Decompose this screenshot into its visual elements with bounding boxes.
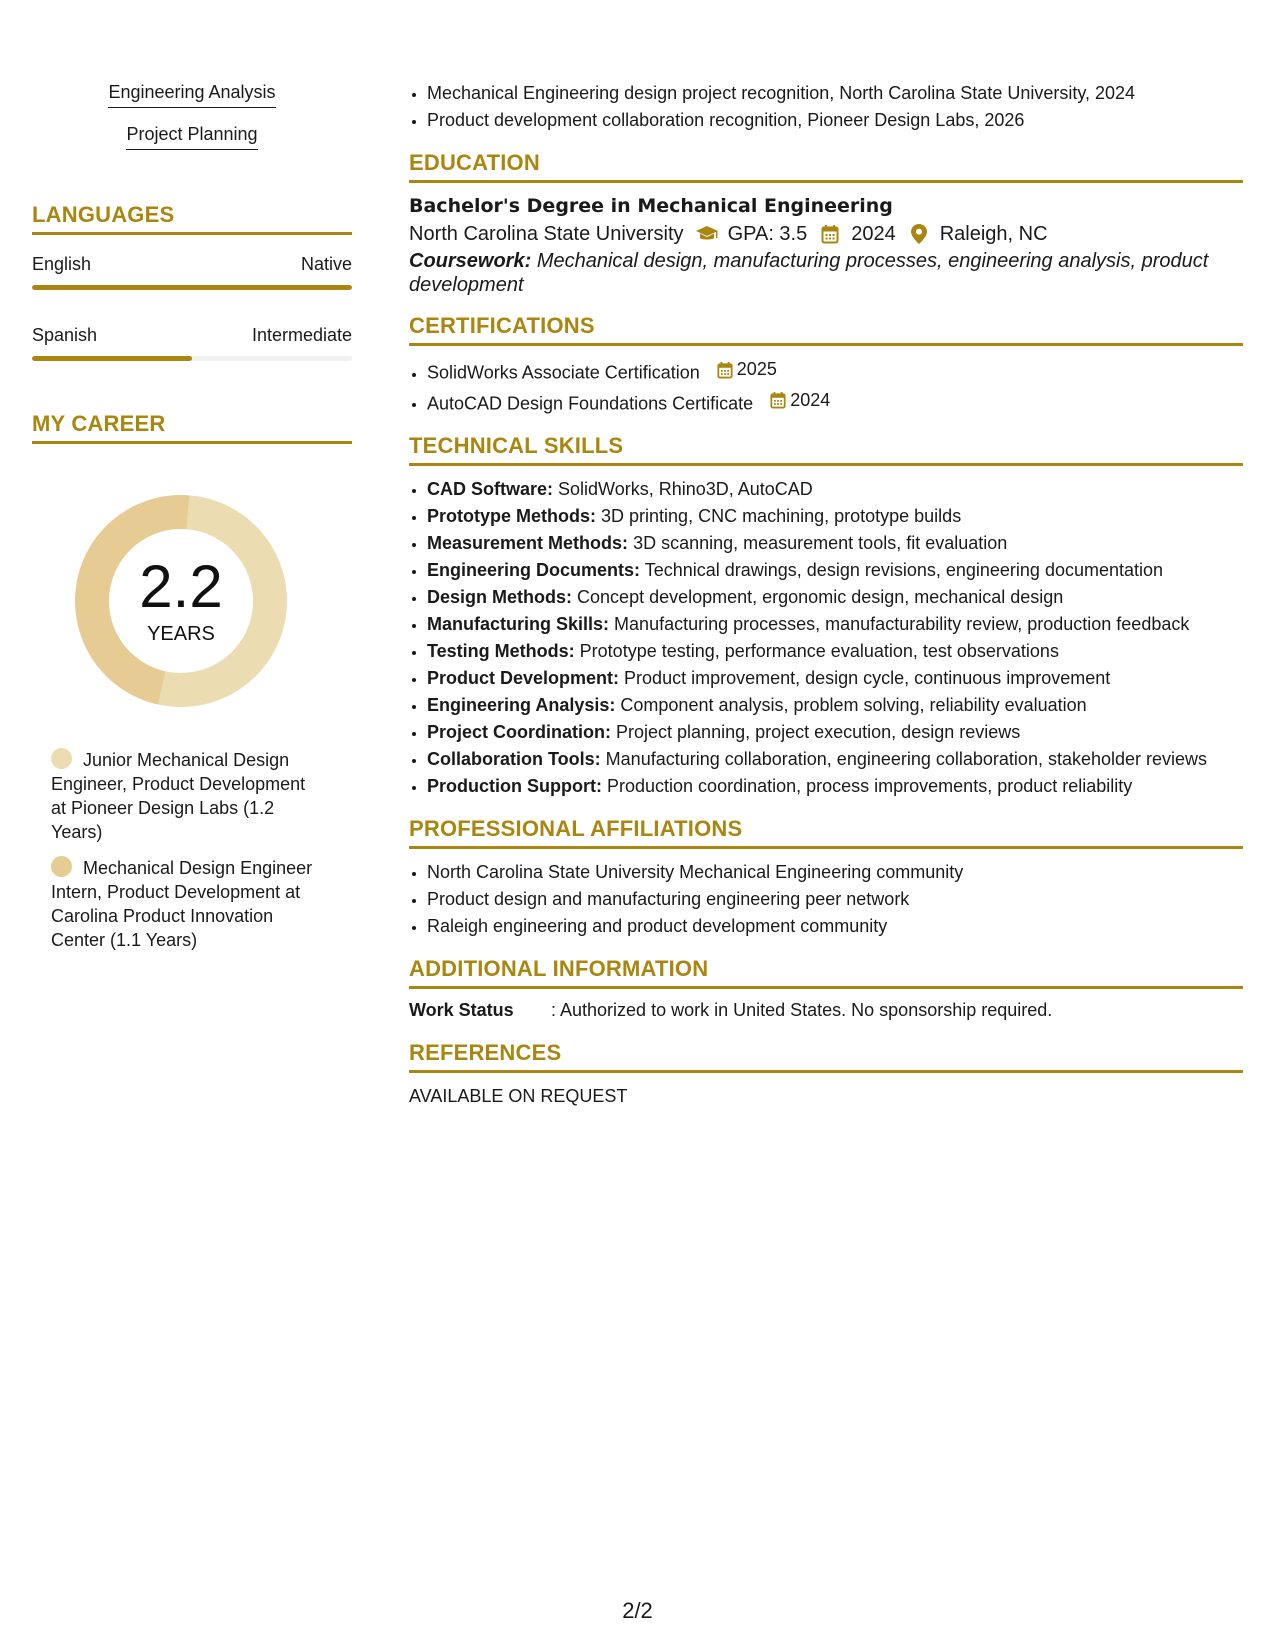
language-name: Spanish — [32, 325, 98, 345]
skill-value: Product improvement, design cycle, continuous improvement — [624, 668, 1111, 688]
language-level: Native — [300, 254, 352, 274]
list-item: • Product design and manufacturing engineering peer network — [427, 886, 1243, 913]
skill-label: Measurement Methods: — [427, 533, 629, 553]
degree-title: Bachelor's Degree in Mechanical Engineering — [409, 195, 893, 217]
skill-tag: Project Planning — [126, 122, 257, 150]
skill-label: Testing Methods: — [427, 641, 575, 661]
coursework-label: Coursework: — [409, 250, 532, 272]
skill-item — [427, 746, 1243, 773]
language-item — [32, 324, 352, 361]
list-item: • Product development collaboration recognition, Pioneer Design Labs, 2026 — [427, 107, 1243, 134]
coursework-text: Mechanical design, manufacturing processes, engineering analysis, product development — [409, 250, 1209, 296]
map-pin-icon — [906, 224, 932, 244]
calendar-icon — [817, 224, 843, 244]
career-dot-icon — [51, 748, 72, 769]
recognitions-list — [409, 80, 1243, 134]
cert-name: AutoCAD Design Foundations Certificate — [427, 393, 754, 413]
technical-skills-heading: TECHNICAL SKILLS — [409, 433, 1243, 466]
references-heading: REFERENCES — [409, 1040, 1243, 1073]
skill-value: 3D printing, CNC machining, prototype builds — [601, 506, 962, 526]
career-total-unit: YEARS — [147, 622, 215, 645]
skill-label: Production Support: — [427, 776, 602, 796]
skill-item — [427, 638, 1243, 665]
page-number: 2/2 — [622, 1598, 653, 1623]
skill-value: 3D scanning, measurement tools, fit evaluation — [633, 533, 1008, 553]
skill-label: Prototype Methods: — [427, 506, 596, 526]
skill-item — [427, 773, 1243, 800]
career-item-label: Mechanical Design Engineer Intern, Product Development at Carolina Product Innovation Center (1.1 Years) — [51, 858, 313, 950]
skill-value: Manufacturing processes, manufacturability review, production feedback — [614, 614, 1190, 634]
references-text: AVAILABLE ON REQUEST — [409, 1086, 628, 1106]
skill-item — [427, 476, 1243, 503]
sidebar — [32, 80, 352, 964]
language-proficiency-bar — [32, 285, 352, 290]
skill-label: Engineering Analysis: — [427, 695, 616, 715]
skill-item — [427, 719, 1243, 746]
career-dot-icon — [51, 856, 72, 877]
skill-item — [427, 503, 1243, 530]
skill-value: Project planning, project execution, design reviews — [616, 722, 1021, 742]
language-proficiency-fill — [32, 356, 192, 361]
skill-tag: Engineering Analysis — [108, 80, 275, 108]
language-level: Intermediate — [251, 325, 352, 345]
education-heading: EDUCATION — [409, 150, 1243, 183]
skill-value: Production coordination, process improvements, product reliability — [607, 776, 1133, 796]
calendar-icon — [717, 361, 733, 379]
skill-value: Manufacturing collaboration, engineering collaboration, stakeholder reviews — [605, 749, 1208, 769]
skill-value: Component analysis, problem solving, reliability evaluation — [620, 695, 1087, 715]
school-name: North Carolina State University — [409, 223, 684, 245]
gpa: GPA: 3.5 — [727, 223, 808, 245]
calendar-icon — [770, 391, 786, 409]
graduation-year: 2024 — [851, 223, 896, 245]
list-item: • Mechanical Engineering design project recognition, North Carolina State University, 2024 — [427, 80, 1243, 107]
language-proficiency-bar — [32, 356, 352, 361]
skill-label: Project Coordination: — [427, 722, 611, 742]
main-content — [409, 80, 1243, 1110]
school-location: Raleigh, NC — [939, 223, 1048, 245]
skill-item — [427, 557, 1243, 584]
certifications-heading: CERTIFICATIONS — [409, 313, 1243, 346]
cert-year: 2025 — [736, 359, 777, 379]
skill-item — [427, 665, 1243, 692]
skill-label: Collaboration Tools: — [427, 749, 601, 769]
work-status-label: Work Status — [409, 1000, 514, 1020]
additional-info-heading: ADDITIONAL INFORMATION — [409, 956, 1243, 989]
work-status-row — [409, 997, 1243, 1024]
language-item — [32, 253, 352, 290]
skill-label: CAD Software: — [427, 479, 554, 499]
skill-item — [427, 584, 1243, 611]
skill-item — [427, 611, 1243, 638]
skill-value: Prototype testing, performance evaluation, test observations — [579, 641, 1059, 661]
graduation-cap-icon — [694, 224, 720, 244]
skill-label: Product Development: — [427, 668, 620, 688]
career-item-label: Junior Mechanical Design Engineer, Product Development at Pioneer Design Labs (1.2 Years) — [51, 750, 306, 842]
career-total-years: 2.2 — [139, 552, 223, 620]
affiliations-list — [409, 859, 1243, 940]
list-item — [427, 356, 1243, 387]
skill-item — [427, 692, 1243, 719]
career-legend — [32, 748, 322, 952]
coursework — [409, 249, 1243, 297]
skill-value: Technical drawings, design revisions, engineering documentation — [644, 560, 1164, 580]
languages-heading: LANGUAGES — [32, 202, 352, 235]
career-heading: MY CAREER — [32, 411, 352, 444]
list-item — [427, 387, 1243, 418]
skill-label: Engineering Documents: — [427, 560, 641, 580]
affiliations-heading: PROFESSIONAL AFFILIATIONS — [409, 816, 1243, 849]
skill-value: SolidWorks, Rhino3D, AutoCAD — [558, 479, 813, 499]
list-item: • North Carolina State University Mechanical Engineering community — [427, 859, 1243, 886]
cert-name: SolidWorks Associate Certification — [427, 362, 700, 383]
education-meta — [409, 219, 1243, 249]
skill-tags — [32, 80, 352, 150]
cert-year: 2024 — [790, 389, 831, 410]
career-item — [51, 856, 322, 952]
list-item: • Raleigh engineering and product development community — [427, 913, 1243, 940]
language-proficiency-fill — [32, 285, 352, 290]
work-status-value: : Authorized to work in United States. No sponsorship required. — [551, 1000, 1053, 1020]
languages-list — [32, 253, 352, 361]
skill-value: Concept development, ergonomic design, mechanical design — [577, 587, 1064, 607]
skill-item — [427, 530, 1243, 557]
career-item — [51, 748, 322, 844]
technical-skills-list — [409, 476, 1243, 800]
skill-label: Manufacturing Skills: — [427, 614, 610, 634]
certifications-list — [409, 356, 1243, 417]
language-name: English — [32, 254, 92, 274]
career-donut-chart — [66, 486, 296, 716]
skill-label: Design Methods: — [427, 587, 573, 607]
